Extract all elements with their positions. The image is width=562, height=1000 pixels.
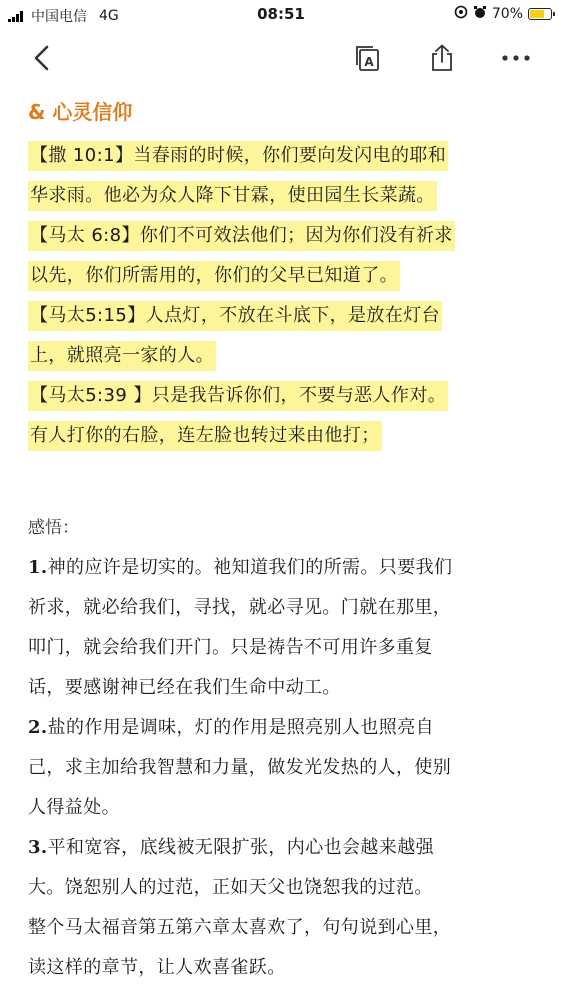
highlighted-text: 【马太 6:8】你们不可效法他们；因为你们没有祈求 xyxy=(28,221,455,251)
paragraph-line: 祈求，就必给我们，寻找，就必寻见。门就在那里， xyxy=(28,597,452,618)
section-heading: & 心灵信仰 xyxy=(28,100,133,124)
highlighted-text: 【马太5:15】人点灯，不放在斗底下，是放在灯台 xyxy=(28,301,442,331)
alarm-icon xyxy=(473,5,487,23)
screen-lock-icon xyxy=(454,5,468,23)
chevron-left-icon xyxy=(32,44,52,72)
paragraph-line: 人得益处。 xyxy=(28,797,120,818)
point-number: 1. xyxy=(28,557,48,578)
paragraph-line xyxy=(28,708,538,748)
paragraph-line: 大。饶恕别人的过范，正如天父也饶恕我的过范。 xyxy=(28,877,433,898)
more-button[interactable] xyxy=(498,40,534,76)
line-text: 神的应许是切实的。祂知道我们的所需。只要我们 xyxy=(47,557,453,578)
reader-mode-icon xyxy=(353,43,383,73)
reflection-point-2 xyxy=(28,708,538,828)
paragraph-line xyxy=(28,548,538,588)
status-right xyxy=(454,5,552,23)
verse-line xyxy=(28,416,538,456)
paragraph-line xyxy=(28,828,538,868)
reader-mode-button[interactable] xyxy=(350,40,386,76)
network-label: 4G xyxy=(99,8,119,24)
reflection-title: 感悟： xyxy=(28,518,79,538)
line-text: 平和宽容，底线被无限扩张，内心也会越来越强 xyxy=(47,837,434,858)
point-number: 3. xyxy=(28,837,48,858)
paragraph-line: 叩门，就会给我们开门。只是祷告不可用许多重复 xyxy=(28,637,433,658)
paragraph-line: 己，求主加给我智慧和力量，做发光发热的人，使别 xyxy=(28,757,452,778)
share-icon xyxy=(428,43,456,73)
reflection-point-1 xyxy=(28,548,538,708)
status-bar xyxy=(0,0,562,30)
point-number: 2. xyxy=(28,717,48,738)
paragraph-line: 读这样的章节，让人欢喜雀跃。 xyxy=(28,957,286,978)
highlighted-text: 【马太5:39 】只是我告诉你们，不要与恶人作对。 xyxy=(28,381,448,411)
verse-line xyxy=(28,296,538,336)
verse-line xyxy=(28,176,538,216)
reflection-section xyxy=(28,508,538,988)
highlighted-text: 【撒 10:1】当春雨的时候，你们要向发闪电的耶和 xyxy=(28,141,448,171)
highlighted-text: 有人打你的右脸，连左脸也转过来由他打； xyxy=(28,421,382,451)
article-content xyxy=(28,96,538,988)
share-button[interactable] xyxy=(424,40,460,76)
carrier-label: 中国电信 xyxy=(31,9,87,25)
verse-line xyxy=(28,376,538,416)
paragraph-line: 话，要感谢神已经在我们生命中动工。 xyxy=(28,677,341,698)
highlighted-text: 以先，你们所需用的，你们的父早已知道了。 xyxy=(28,261,400,291)
line-text: 盐的作用是调味，灯的作用是照亮别人也照亮自 xyxy=(47,717,434,738)
nav-bar xyxy=(0,30,562,86)
verse-line xyxy=(28,216,538,256)
paragraph-line: 整个马太福音第五第六章太喜欢了，句句说到心里， xyxy=(28,917,452,938)
more-icon xyxy=(501,54,531,62)
verse-line xyxy=(28,136,538,176)
battery-icon xyxy=(528,8,552,20)
reflection-point-3 xyxy=(28,828,538,988)
clock: 08:51 xyxy=(257,5,305,23)
highlighted-text: 华求雨。他必为众人降下甘霖，使田园生长菜蔬。 xyxy=(28,181,437,211)
back-button[interactable] xyxy=(24,40,60,76)
highlighted-text: 上，就照亮一家的人。 xyxy=(28,341,216,371)
verse-line xyxy=(28,336,538,376)
svg-text:A: A xyxy=(364,55,374,69)
verse-line xyxy=(28,256,538,296)
scripture-verses xyxy=(28,136,538,456)
battery-percent: 70% xyxy=(491,6,523,22)
